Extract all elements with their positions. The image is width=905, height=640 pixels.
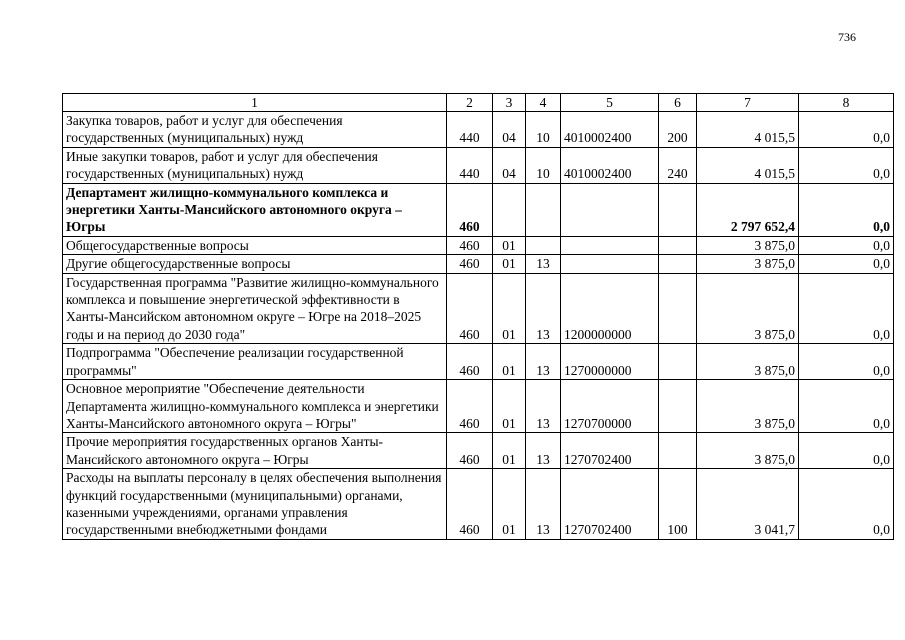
row-ved-code: 460 bbox=[447, 273, 493, 344]
row-subsection-code: 13 bbox=[526, 433, 561, 469]
row-subsection-code: 13 bbox=[526, 255, 561, 273]
table-body bbox=[63, 112, 894, 540]
row-subsection-code bbox=[526, 236, 561, 254]
header-col-5: 5 bbox=[561, 94, 659, 112]
row-section-code: 01 bbox=[493, 380, 526, 433]
row-target-article: 1270702400 bbox=[561, 469, 659, 540]
row-section-code: 01 bbox=[493, 236, 526, 254]
header-col-7: 7 bbox=[697, 94, 799, 112]
table-row bbox=[63, 344, 894, 380]
row-target-article: 4010002400 bbox=[561, 147, 659, 183]
row-expense-type bbox=[659, 236, 697, 254]
row-name: Подпрограмма "Обеспечение реализации государственной программы" bbox=[63, 344, 447, 380]
row-section-code: 01 bbox=[493, 255, 526, 273]
row-amount-1: 4 015,5 bbox=[697, 147, 799, 183]
row-expense-type: 100 bbox=[659, 469, 697, 540]
row-amount-1: 4 015,5 bbox=[697, 112, 799, 148]
row-amount-2: 0,0 bbox=[799, 469, 894, 540]
row-subsection-code bbox=[526, 183, 561, 236]
row-amount-1: 2 797 652,4 bbox=[697, 183, 799, 236]
row-section-code: 01 bbox=[493, 433, 526, 469]
row-amount-2: 0,0 bbox=[799, 183, 894, 236]
row-section-code: 04 bbox=[493, 147, 526, 183]
table-row bbox=[63, 112, 894, 148]
row-name: Департамент жилищно-коммунального комплекса и энергетики Ханты-Мансийского автономного округа – Югры bbox=[63, 183, 447, 236]
header-col-8: 8 bbox=[799, 94, 894, 112]
row-expense-type bbox=[659, 380, 697, 433]
row-expense-type bbox=[659, 183, 697, 236]
row-ved-code: 460 bbox=[447, 255, 493, 273]
row-ved-code: 440 bbox=[447, 147, 493, 183]
table-row bbox=[63, 255, 894, 273]
table-row bbox=[63, 469, 894, 540]
row-amount-1: 3 875,0 bbox=[697, 273, 799, 344]
table-row bbox=[63, 147, 894, 183]
row-ved-code: 460 bbox=[447, 469, 493, 540]
row-target-article: 4010002400 bbox=[561, 112, 659, 148]
row-section-code bbox=[493, 183, 526, 236]
table-row bbox=[63, 380, 894, 433]
row-name: Расходы на выплаты персоналу в целях обеспечения выполнения функций государственными (муниципальными) органами, казенными учреждениями, органами управления государственными внебюджетными фондами bbox=[63, 469, 447, 540]
table-row bbox=[63, 433, 894, 469]
row-name: Закупка товаров, работ и услуг для обеспечения государственных (муниципальных) нужд bbox=[63, 112, 447, 148]
row-subsection-code: 13 bbox=[526, 380, 561, 433]
row-name: Иные закупки товаров, работ и услуг для обеспечения государственных (муниципальных) нужд bbox=[63, 147, 447, 183]
header-col-4: 4 bbox=[526, 94, 561, 112]
row-ved-code: 460 bbox=[447, 380, 493, 433]
row-amount-2: 0,0 bbox=[799, 147, 894, 183]
row-target-article: 1200000000 bbox=[561, 273, 659, 344]
row-target-article: 1270702400 bbox=[561, 433, 659, 469]
row-expense-type bbox=[659, 344, 697, 380]
row-amount-2: 0,0 bbox=[799, 273, 894, 344]
header-col-1: 1 bbox=[63, 94, 447, 112]
budget-table bbox=[62, 93, 894, 540]
row-amount-1: 3 875,0 bbox=[697, 380, 799, 433]
row-section-code: 04 bbox=[493, 112, 526, 148]
row-name: Другие общегосударственные вопросы bbox=[63, 255, 447, 273]
row-subsection-code: 13 bbox=[526, 344, 561, 380]
row-ved-code: 460 bbox=[447, 183, 493, 236]
row-section-code: 01 bbox=[493, 344, 526, 380]
row-expense-type bbox=[659, 255, 697, 273]
row-name: Государственная программа "Развитие жилищно-коммунального комплекса и повышение энергетической эффективности в Ханты-Мансийском автономном округе – Югре на 2018–2025 годы и на период до 2030 года" bbox=[63, 273, 447, 344]
row-amount-1: 3 875,0 bbox=[697, 433, 799, 469]
row-name: Основное мероприятие "Обеспечение деятельности Департамента жилищно-коммунального комплекса и энергетики Ханты-Мансийского автономного округа – Югры" bbox=[63, 380, 447, 433]
row-ved-code: 460 bbox=[447, 433, 493, 469]
row-target-article: 1270000000 bbox=[561, 344, 659, 380]
row-subsection-code: 10 bbox=[526, 112, 561, 148]
page-number: 736 bbox=[838, 30, 856, 44]
row-amount-2: 0,0 bbox=[799, 380, 894, 433]
row-amount-1: 3 875,0 bbox=[697, 344, 799, 380]
row-target-article bbox=[561, 183, 659, 236]
row-target-article bbox=[561, 236, 659, 254]
row-name: Прочие мероприятия государственных органов Ханты-Мансийского автономного округа – Югры bbox=[63, 433, 447, 469]
row-expense-type: 240 bbox=[659, 147, 697, 183]
row-name: Общегосударственные вопросы bbox=[63, 236, 447, 254]
row-ved-code: 440 bbox=[447, 112, 493, 148]
row-amount-1: 3 041,7 bbox=[697, 469, 799, 540]
row-amount-2: 0,0 bbox=[799, 344, 894, 380]
row-amount-2: 0,0 bbox=[799, 236, 894, 254]
row-amount-2: 0,0 bbox=[799, 255, 894, 273]
row-ved-code: 460 bbox=[447, 344, 493, 380]
row-subsection-code: 13 bbox=[526, 273, 561, 344]
table-row bbox=[63, 273, 894, 344]
row-amount-2: 0,0 bbox=[799, 112, 894, 148]
row-target-article bbox=[561, 255, 659, 273]
row-amount-1: 3 875,0 bbox=[697, 255, 799, 273]
header-col-2: 2 bbox=[447, 94, 493, 112]
table-row bbox=[63, 236, 894, 254]
header-row bbox=[63, 94, 894, 112]
row-section-code: 01 bbox=[493, 273, 526, 344]
row-amount-1: 3 875,0 bbox=[697, 236, 799, 254]
row-amount-2: 0,0 bbox=[799, 433, 894, 469]
table-row bbox=[63, 183, 894, 236]
row-section-code: 01 bbox=[493, 469, 526, 540]
row-subsection-code: 13 bbox=[526, 469, 561, 540]
row-target-article: 1270700000 bbox=[561, 380, 659, 433]
row-subsection-code: 10 bbox=[526, 147, 561, 183]
header-col-3: 3 bbox=[493, 94, 526, 112]
row-expense-type: 200 bbox=[659, 112, 697, 148]
row-expense-type bbox=[659, 433, 697, 469]
row-expense-type bbox=[659, 273, 697, 344]
row-ved-code: 460 bbox=[447, 236, 493, 254]
header-col-6: 6 bbox=[659, 94, 697, 112]
